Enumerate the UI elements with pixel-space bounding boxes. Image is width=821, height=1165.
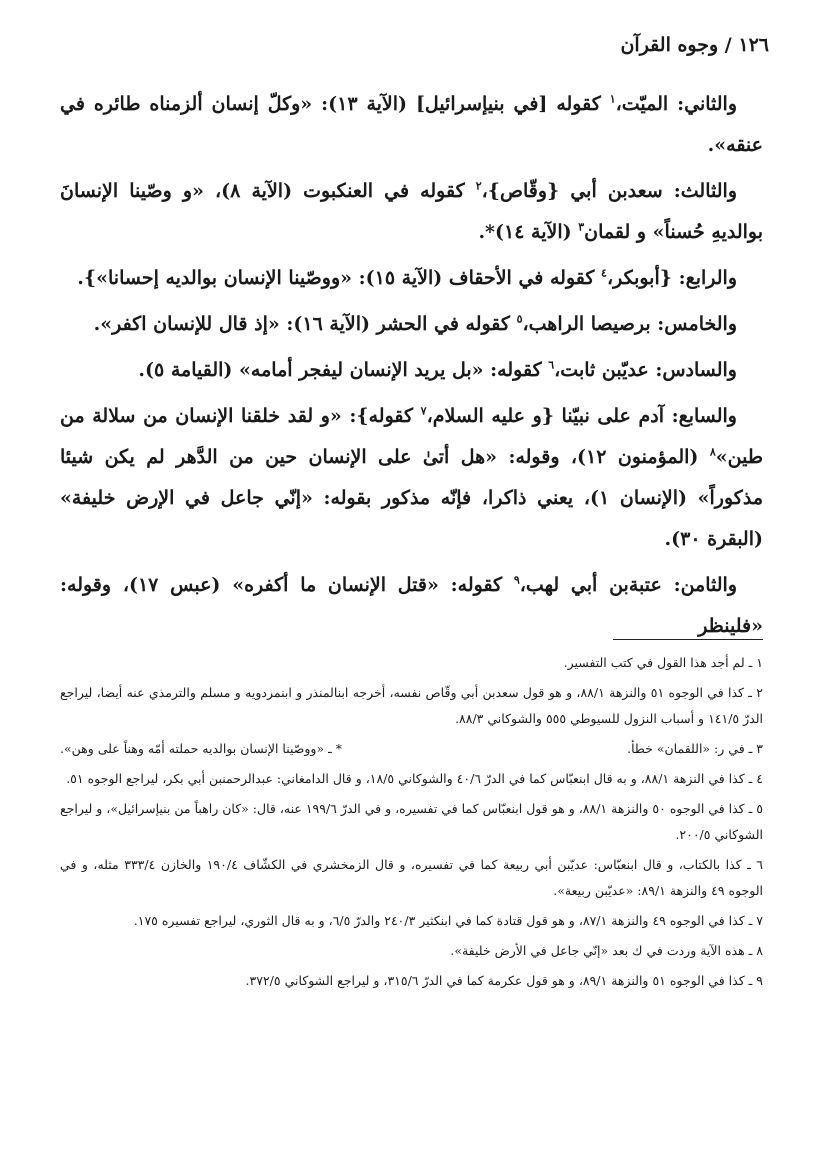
footnote-ref: ٣ <box>578 220 585 234</box>
footnotes <box>60 650 763 998</box>
footnote-6: ٦ ـ كذا بالكتاب، و قال ابنعبّاس: عديّبن أبي ربيعة كما في تفسيره، و قال الزمخشري في الكشّاف ١٩٠/٤ والخازن ٣٣٣/٤ مثله، و في الوجوه ٤٩ والنزهة ٨٩/١: «عديّبن ربيعة». <box>60 857 763 898</box>
footnote-ref: ٥ <box>516 312 523 326</box>
footnote-ref: ٨ <box>709 445 716 459</box>
footnote-7: ٧ ـ كذا في الوجوه ٤٩ والنزهة ٨٧/١، و هو قول قتادة كما في ابنكثير ٢٤٠/٣ والدرّ ٦/٥، و به قال الثوري، ليراجع تفسيره ١٧٥. <box>133 913 763 928</box>
footnote-star: * ـ «ووصّينا الإنسان بوالديه حملته أمّه وهناً على وهن». <box>60 741 342 756</box>
paragraph-sixth: والسادس: عديّبن ثابت،$^٦$ كقوله: «بل يريد الإنسان ليفجر أمامه» (القيامة ٥). <box>138 358 737 381</box>
footnote-8: ٨ ـ هذه الآية وردت في ك بعد «إنّي جاعل في الأرض خليفة». <box>450 943 763 958</box>
main-text <box>60 84 763 652</box>
paragraph-fifth: والخامس: برصيصا الراهب،$^٥$ كقوله في الحشر (الآية ١٦): «إذ قال للإنسان اكفر». <box>93 312 737 335</box>
page-number: ١٢٦ <box>738 34 769 56</box>
footnote-1: ١ ـ لم أجد هذا القول في كتب التفسير. <box>563 655 763 670</box>
footnote-5: ٥ ـ كذا في الوجوه ٥٠ والنزهة ٨٨/١، و هو قول ابنعبّاس كما في تفسيره، و في الدرّ ١٩٩/٦ عنه، قال: «كان راهباً من بنيإسرائيل»، و ليراجع الشوكاني ٢٠٠/٥. <box>60 801 763 842</box>
footnote-4: ٤ ـ كذا في النزهة ٨٨/١، و به قال ابنعبّاس كما في الدرّ ٤٠/٦ والشوكاني ١٨/٥، و قال الدامغاني: عبدالرحمنبن أبي بكر، ليراجع الوجوه ٥١. <box>66 771 763 786</box>
footnote-row-3-star <box>60 736 763 762</box>
paragraph-eighth: والثامن: عتبةبن أبي لهب،$^٩$ كقوله: «قتل الإنسان ما أكفره» (عبس ١٧)، وقوله: «فلينظر <box>60 573 763 637</box>
footnote-9: ٩ ـ كذا في الوجوه ٥١ والنزهة ٨٩/١، و هو قول عكرمة كما في الدرّ ٣١٥/٦، و ليراجع الشوكاني ٣٧٢/٥. <box>245 973 763 988</box>
footnote-divider <box>613 639 763 640</box>
footnote-2: ٢ ـ كذا في الوجوه ٥١ والنزهة ٨٨/١، و هو قول سعدبن أبي وقّاص نفسه، أخرجه ابنالمنذر و ابنمردويه و مسلم والترمذي عنه أيضا، ليراجع الدرّ ١٤١/٥ و أسباب النزول للسيوطي ٥٥٥ والشوكاني ٨٨/٣. <box>60 685 763 726</box>
footnote-ref: ١ <box>609 92 616 106</box>
book-title: وجوه القرآن <box>620 34 719 56</box>
footnote-3: ٣ ـ في ر: «اللقمان» خطأ. <box>627 741 763 756</box>
footnote-ref: ٩ <box>513 573 520 587</box>
paragraph-fourth: والرابع: {أبوبكر،$^٤$ كقوله في الأحقاف (الآية ١٥): «ووصّينا الإنسان بوالديه إحسانا»}. <box>77 266 737 289</box>
paragraph-seventh: والسابع: آدم على نبيّنا {و عليه السلام،$^٧$ كقوله}: «و لقد خلقنا الإنسان من سلالة من طين»$^٨$ (المؤمنون ١٢)، وقوله: «هل أتىٰ على الإنسان حين من الدَّهر لم يكن شيئا مذكوراً» (الإنسان ١)، يعني ذاكرا، فإنّه مذكور بقوله: «إنّي جاعل في الإرض خليفة» (البقرة ٣٠). <box>60 404 763 550</box>
footnote-ref: ٤ <box>601 266 607 280</box>
paragraph-second: والثاني: الميّت،$^١$ كقوله [في بنيإسرائيل] (الآية ١٣): «وكلّ إنسان ألزمناه طائره في عنقه». <box>60 92 763 156</box>
footnote-ref: ٦ <box>548 358 555 372</box>
running-header <box>620 34 769 56</box>
footnote-ref: ٢ <box>475 179 482 193</box>
header-separator: / <box>724 34 732 56</box>
footnote-ref: ٧ <box>420 404 427 418</box>
paragraph-third: والثالث: سعدبن أبي {وقّاص}،$^٢$ كقوله في العنكبوت (الآية ٨)، «و وصّينا الإنسانَ بوالديهِ حُسناً» و لقمان$^٣$ (الآية ١٤)*. <box>60 179 763 243</box>
